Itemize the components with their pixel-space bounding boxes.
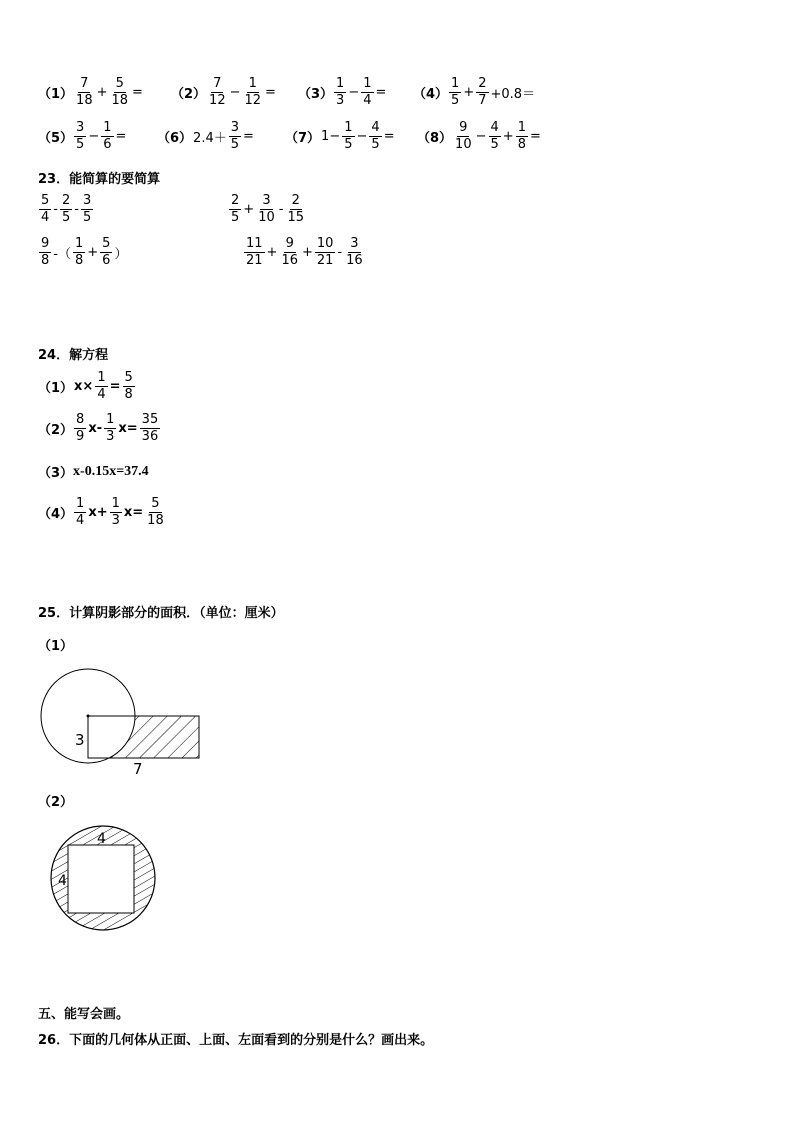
numerator: 4 bbox=[490, 120, 499, 135]
denominator: 16 bbox=[281, 253, 298, 268]
denominator: 4 bbox=[97, 387, 106, 402]
operator: = bbox=[132, 85, 143, 100]
denominator: 3 bbox=[106, 429, 115, 444]
operator: + bbox=[87, 245, 99, 260]
fraction bbox=[74, 412, 86, 445]
operator: − bbox=[88, 129, 100, 144]
fraction bbox=[95, 370, 107, 403]
numerator: 9 bbox=[285, 236, 294, 251]
q24-equation-2 bbox=[38, 412, 161, 445]
denominator: 3 bbox=[111, 513, 120, 528]
denominator: 3 bbox=[336, 93, 345, 108]
denominator: 5 bbox=[61, 210, 71, 225]
numerator: 1 bbox=[363, 76, 372, 91]
fraction bbox=[279, 236, 300, 269]
item-label: （8） bbox=[417, 131, 453, 146]
fraction bbox=[74, 76, 95, 109]
denominator: 5 bbox=[82, 210, 92, 225]
denominator: 5 bbox=[451, 93, 460, 108]
fraction bbox=[229, 193, 241, 226]
fraction bbox=[516, 120, 528, 153]
denominator: 8 bbox=[124, 387, 133, 402]
fraction bbox=[145, 496, 166, 529]
expression-item bbox=[157, 120, 285, 153]
fraction bbox=[39, 193, 51, 226]
equation-label: （4） bbox=[38, 507, 74, 522]
item-label: （3） bbox=[298, 87, 334, 102]
operator: = bbox=[109, 379, 121, 394]
operator: − bbox=[229, 85, 241, 100]
q23-expr-1 bbox=[38, 193, 94, 226]
numerator: 3 bbox=[82, 193, 92, 208]
numerator: 10 bbox=[316, 236, 334, 251]
q24-heading: 24．解方程 bbox=[38, 348, 109, 363]
numerator: 3 bbox=[350, 236, 359, 251]
operator: - bbox=[337, 245, 343, 260]
denominator: 18 bbox=[111, 93, 129, 108]
numerator: 5 bbox=[41, 193, 50, 208]
numerator: 35 bbox=[141, 412, 159, 427]
fraction bbox=[110, 496, 122, 529]
radius-label: 3 bbox=[75, 731, 85, 749]
denominator: 16 bbox=[346, 253, 363, 268]
operator: = bbox=[375, 85, 387, 100]
numerator: 9 bbox=[459, 120, 468, 135]
denominator: 12 bbox=[244, 93, 262, 108]
numerator: 5 bbox=[151, 496, 160, 511]
numerator: 1 bbox=[111, 496, 120, 511]
expression-item bbox=[38, 120, 157, 153]
numerator: 11 bbox=[246, 236, 263, 251]
operator: x× bbox=[74, 379, 94, 394]
numerator: 3 bbox=[262, 193, 271, 208]
operator: = bbox=[529, 129, 541, 144]
expression-item bbox=[285, 120, 417, 153]
numerator: 1 bbox=[97, 370, 106, 385]
operator: + bbox=[266, 245, 278, 260]
denominator: 12 bbox=[209, 93, 226, 108]
fraction bbox=[39, 236, 51, 269]
fraction bbox=[60, 193, 72, 226]
denominator: 5 bbox=[344, 137, 353, 152]
center-dot bbox=[87, 715, 90, 718]
fraction bbox=[81, 193, 93, 226]
shaded-region bbox=[88, 716, 199, 758]
fraction bbox=[256, 193, 277, 226]
fraction bbox=[104, 412, 116, 445]
denominator: 36 bbox=[141, 429, 159, 444]
numerator: 1 bbox=[248, 76, 257, 91]
expression-item bbox=[38, 76, 171, 109]
section-5-heading: 五、能写会画。 bbox=[38, 1007, 130, 1022]
numerator: 2 bbox=[291, 193, 300, 208]
q24-equation-3 bbox=[38, 462, 149, 481]
numerator: 5 bbox=[102, 236, 111, 251]
figure-circle-rectangle bbox=[30, 655, 220, 780]
numerator: 1 bbox=[344, 120, 353, 135]
fraction bbox=[453, 120, 474, 153]
numerator: 1 bbox=[451, 76, 460, 91]
fraction bbox=[243, 76, 264, 109]
denominator: 5 bbox=[490, 137, 499, 152]
operator: + bbox=[463, 85, 475, 100]
operator: + bbox=[243, 202, 255, 217]
fraction bbox=[74, 496, 86, 529]
denominator: 6 bbox=[102, 253, 111, 268]
operator: = bbox=[243, 129, 254, 144]
equation-label: （1） bbox=[38, 381, 74, 396]
operator: 1− bbox=[321, 129, 341, 144]
operator: = bbox=[383, 129, 395, 144]
square-shape bbox=[68, 845, 134, 913]
fraction bbox=[449, 76, 461, 109]
fraction bbox=[74, 120, 86, 153]
q22-row-2 bbox=[38, 120, 547, 153]
length-label: 7 bbox=[133, 760, 143, 778]
denominator: 8 bbox=[517, 137, 526, 152]
left-side-label: 4 bbox=[58, 873, 67, 889]
numerator: 1 bbox=[336, 76, 345, 91]
denominator: 4 bbox=[363, 93, 372, 108]
fraction bbox=[123, 370, 135, 403]
numerator: 7 bbox=[80, 76, 89, 91]
operator: x+ bbox=[88, 505, 108, 520]
denominator: 5 bbox=[231, 210, 240, 225]
q23-expr-4 bbox=[243, 236, 366, 269]
top-side-label: 4 bbox=[97, 831, 106, 847]
operator: − bbox=[348, 85, 360, 100]
numerator: 5 bbox=[115, 76, 124, 91]
denominator: 5 bbox=[371, 137, 380, 152]
fraction bbox=[110, 76, 131, 109]
operator: − bbox=[475, 129, 487, 144]
item-label: （7） bbox=[285, 131, 321, 146]
fraction bbox=[244, 236, 265, 269]
denominator: 9 bbox=[76, 429, 85, 444]
item-label: （5） bbox=[38, 131, 74, 146]
expression-item bbox=[417, 120, 547, 153]
numerator: 2 bbox=[478, 76, 487, 91]
numerator: 7 bbox=[213, 76, 222, 91]
q24-equation-1 bbox=[38, 370, 136, 403]
numerator: 2 bbox=[231, 193, 240, 208]
numerator: 1 bbox=[76, 496, 85, 511]
denominator: 10 bbox=[258, 210, 275, 225]
numerator: 1 bbox=[103, 120, 112, 135]
q25-sub-2-label: （2） bbox=[38, 795, 74, 810]
operator: = bbox=[265, 85, 276, 100]
q23-expr-2 bbox=[228, 193, 307, 226]
denominator: 15 bbox=[287, 210, 304, 225]
fraction bbox=[476, 76, 488, 109]
equation-label: （2） bbox=[38, 423, 74, 438]
operator: -（ bbox=[53, 247, 71, 262]
denominator: 7 bbox=[478, 93, 487, 108]
denominator: 5 bbox=[76, 137, 85, 152]
fraction bbox=[334, 76, 346, 109]
item-label: （2） bbox=[171, 87, 207, 102]
operator: x= bbox=[123, 505, 144, 520]
fraction bbox=[100, 236, 112, 269]
denominator: 21 bbox=[246, 253, 263, 268]
denominator: 6 bbox=[103, 137, 112, 152]
numerator: 1 bbox=[74, 236, 84, 251]
q23-expr-3 bbox=[38, 236, 128, 269]
numerator: 3 bbox=[230, 120, 240, 135]
q24-equation-4 bbox=[38, 496, 167, 529]
denominator: 18 bbox=[76, 93, 93, 108]
numerator: 2 bbox=[61, 193, 71, 208]
q25-heading: 25．计算阴影部分的面积．（单位：厘米） bbox=[38, 606, 284, 621]
denominator: 4 bbox=[76, 513, 85, 528]
numerator: 1 bbox=[517, 120, 526, 135]
fraction bbox=[369, 120, 381, 153]
equation-text: x-0.15x=37.4 bbox=[73, 463, 149, 479]
fraction bbox=[315, 236, 336, 269]
q22-row-1 bbox=[38, 76, 543, 109]
denominator: 10 bbox=[455, 137, 472, 152]
q25-sub-1-label: （1） bbox=[38, 639, 74, 654]
fraction bbox=[140, 412, 161, 445]
fraction bbox=[342, 120, 354, 153]
operator: - bbox=[53, 202, 58, 217]
operator: x- bbox=[88, 421, 103, 436]
item-label: （4） bbox=[413, 87, 449, 102]
numerator: 9 bbox=[41, 236, 50, 251]
operator: x= bbox=[118, 421, 138, 436]
fraction bbox=[73, 236, 85, 269]
operator: 2.4＋ bbox=[193, 131, 227, 146]
denominator: 4 bbox=[41, 210, 50, 225]
expression-item bbox=[298, 76, 413, 109]
figure-square-in-circle bbox=[45, 818, 165, 938]
operator: − bbox=[356, 129, 368, 144]
denominator: 18 bbox=[147, 513, 164, 528]
numerator: 8 bbox=[76, 412, 85, 427]
expression-item bbox=[171, 76, 298, 109]
operator: + bbox=[302, 245, 313, 260]
fraction bbox=[285, 193, 306, 226]
operator: - bbox=[74, 202, 79, 217]
numerator: 1 bbox=[106, 412, 115, 427]
fraction bbox=[101, 120, 113, 153]
q23-heading: 23．能简算的要简算 bbox=[38, 172, 161, 187]
denominator: 8 bbox=[41, 253, 50, 268]
expression-item bbox=[413, 76, 543, 109]
operator: +0.8＝ bbox=[490, 87, 536, 102]
denominator: 8 bbox=[74, 253, 84, 268]
fraction bbox=[489, 120, 501, 153]
fraction bbox=[229, 120, 241, 153]
operator: ） bbox=[114, 247, 128, 262]
operator: + bbox=[502, 129, 514, 144]
item-label: （6） bbox=[157, 131, 193, 146]
numerator: 3 bbox=[76, 120, 85, 135]
denominator: 5 bbox=[230, 137, 240, 152]
numerator: 4 bbox=[371, 120, 380, 135]
operator: = bbox=[115, 129, 127, 144]
numerator: 5 bbox=[124, 370, 133, 385]
fraction bbox=[361, 76, 373, 109]
operator: + bbox=[96, 85, 108, 100]
fraction bbox=[207, 76, 228, 109]
denominator: 21 bbox=[316, 253, 334, 268]
q26-text: 26．下面的几何体从正面、上面、左面看到的分别是什么？画出来。 bbox=[38, 1033, 434, 1048]
operator: - bbox=[278, 202, 284, 217]
fraction bbox=[344, 236, 365, 269]
equation-label: （3） bbox=[38, 466, 74, 481]
item-label: （1） bbox=[38, 87, 74, 102]
